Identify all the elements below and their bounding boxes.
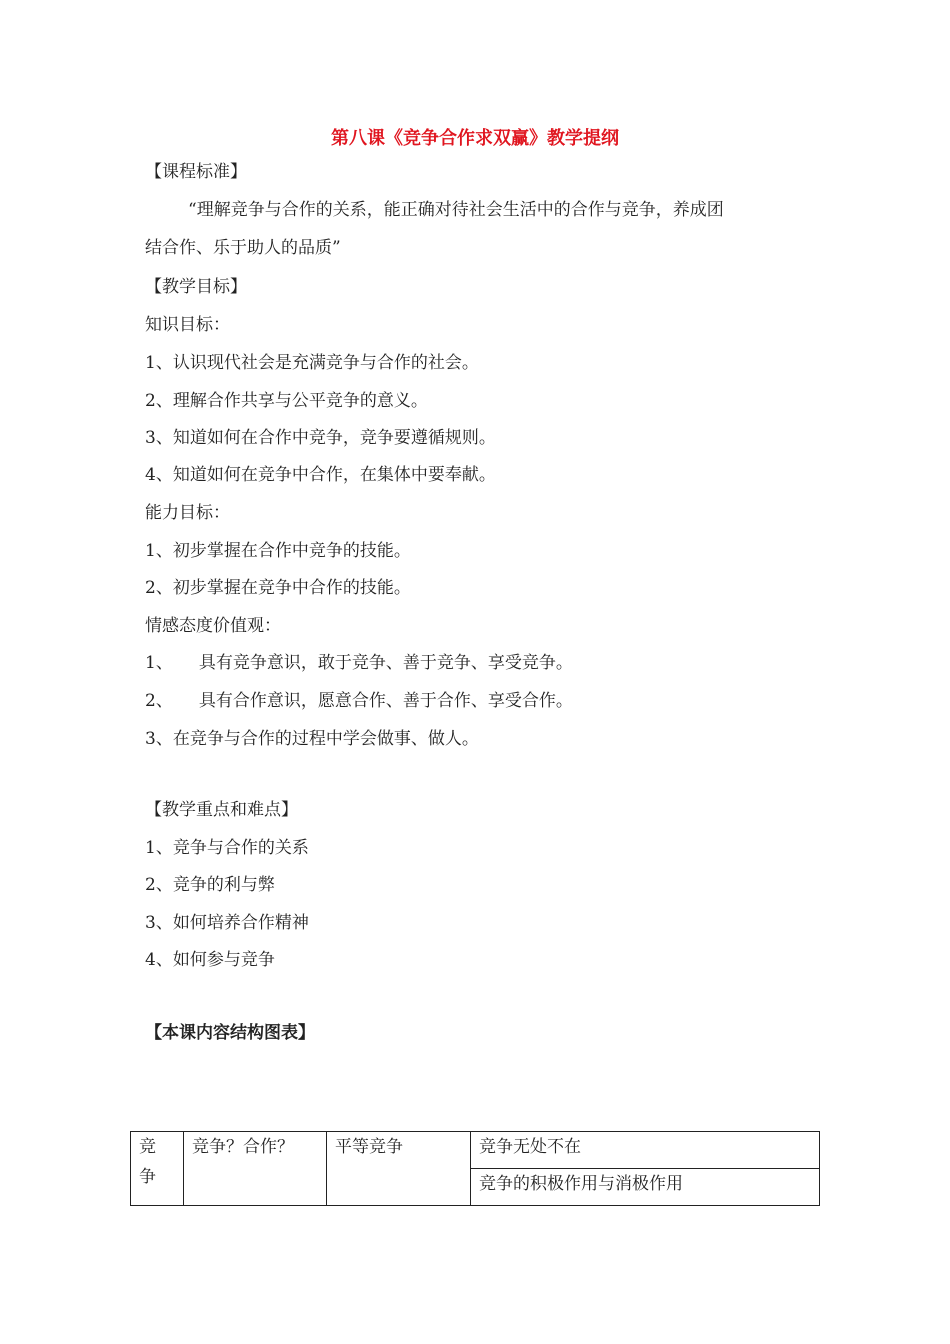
cell-char: 竞 <box>139 1137 156 1157</box>
structure-table <box>130 1131 820 1206</box>
item-text: 具有合作意识，愿意合作、善于合作、享受合作。 <box>198 691 573 711</box>
key-point-item: 4、如何参与竞争 <box>145 950 275 970</box>
knowledge-goal-item: 1、认识现代社会是充满竞争与合作的社会。 <box>145 353 479 373</box>
key-point-item: 1、竞争与合作的关系 <box>145 838 309 858</box>
knowledge-goals-label: 知识目标： <box>145 315 230 335</box>
structure-heading: 【本课内容结构图表】 <box>145 1023 315 1043</box>
table-cell-competition-effects: 竞争的积极作用与消极作用 <box>471 1169 820 1206</box>
document-title: 第八课《竞争合作求双赢》教学提纲 <box>331 128 619 149</box>
knowledge-goal-item: 2、理解合作共享与公平竞争的意义。 <box>145 391 428 411</box>
goals-heading: 【教学目标】 <box>145 277 247 297</box>
curriculum-quote-line-1: “理解竞争与合作的关系，能正确对待社会生活中的合作与竞争，养成团 <box>188 200 724 220</box>
item-number: 2、 <box>145 691 173 711</box>
cell-char: 争 <box>139 1167 156 1187</box>
emotion-goal-item <box>145 651 573 675</box>
ability-goal-item: 2、初步掌握在竞争中合作的技能。 <box>145 578 411 598</box>
table-cell-equal-competition: 平等竞争 <box>327 1132 471 1206</box>
emotion-goal-item <box>145 689 573 713</box>
emotion-goals-label: 情感态度价值观： <box>145 616 281 636</box>
key-points-heading: 【教学重点和难点】 <box>145 800 298 820</box>
ability-goals-label: 能力目标： <box>145 503 230 523</box>
table-cell-competition <box>131 1132 184 1206</box>
table-cell-competition-everywhere: 竞争无处不在 <box>471 1132 820 1169</box>
table-cell-competition-or-cooperation: 竞争？合作？ <box>184 1132 327 1206</box>
curriculum-quote-line-2: 结合作、乐于助人的品质” <box>145 238 341 258</box>
item-number: 1、 <box>145 653 173 673</box>
ability-goal-item: 1、初步掌握在合作中竞争的技能。 <box>145 541 411 561</box>
curriculum-heading: 【课程标准】 <box>145 162 247 182</box>
emotion-goal-item: 3、在竞争与合作的过程中学会做事、做人。 <box>145 729 479 749</box>
table-row <box>131 1132 820 1169</box>
knowledge-goal-item: 3、知道如何在合作中竞争，竞争要遵循规则。 <box>145 428 496 448</box>
knowledge-goal-item: 4、知道如何在竞争中合作，在集体中要奉献。 <box>145 465 496 485</box>
key-point-item: 3、如何培养合作精神 <box>145 913 309 933</box>
item-text: 具有竞争意识，敢于竞争、善于竞争、享受竞争。 <box>198 653 573 673</box>
key-point-item: 2、竞争的利与弊 <box>145 875 275 895</box>
